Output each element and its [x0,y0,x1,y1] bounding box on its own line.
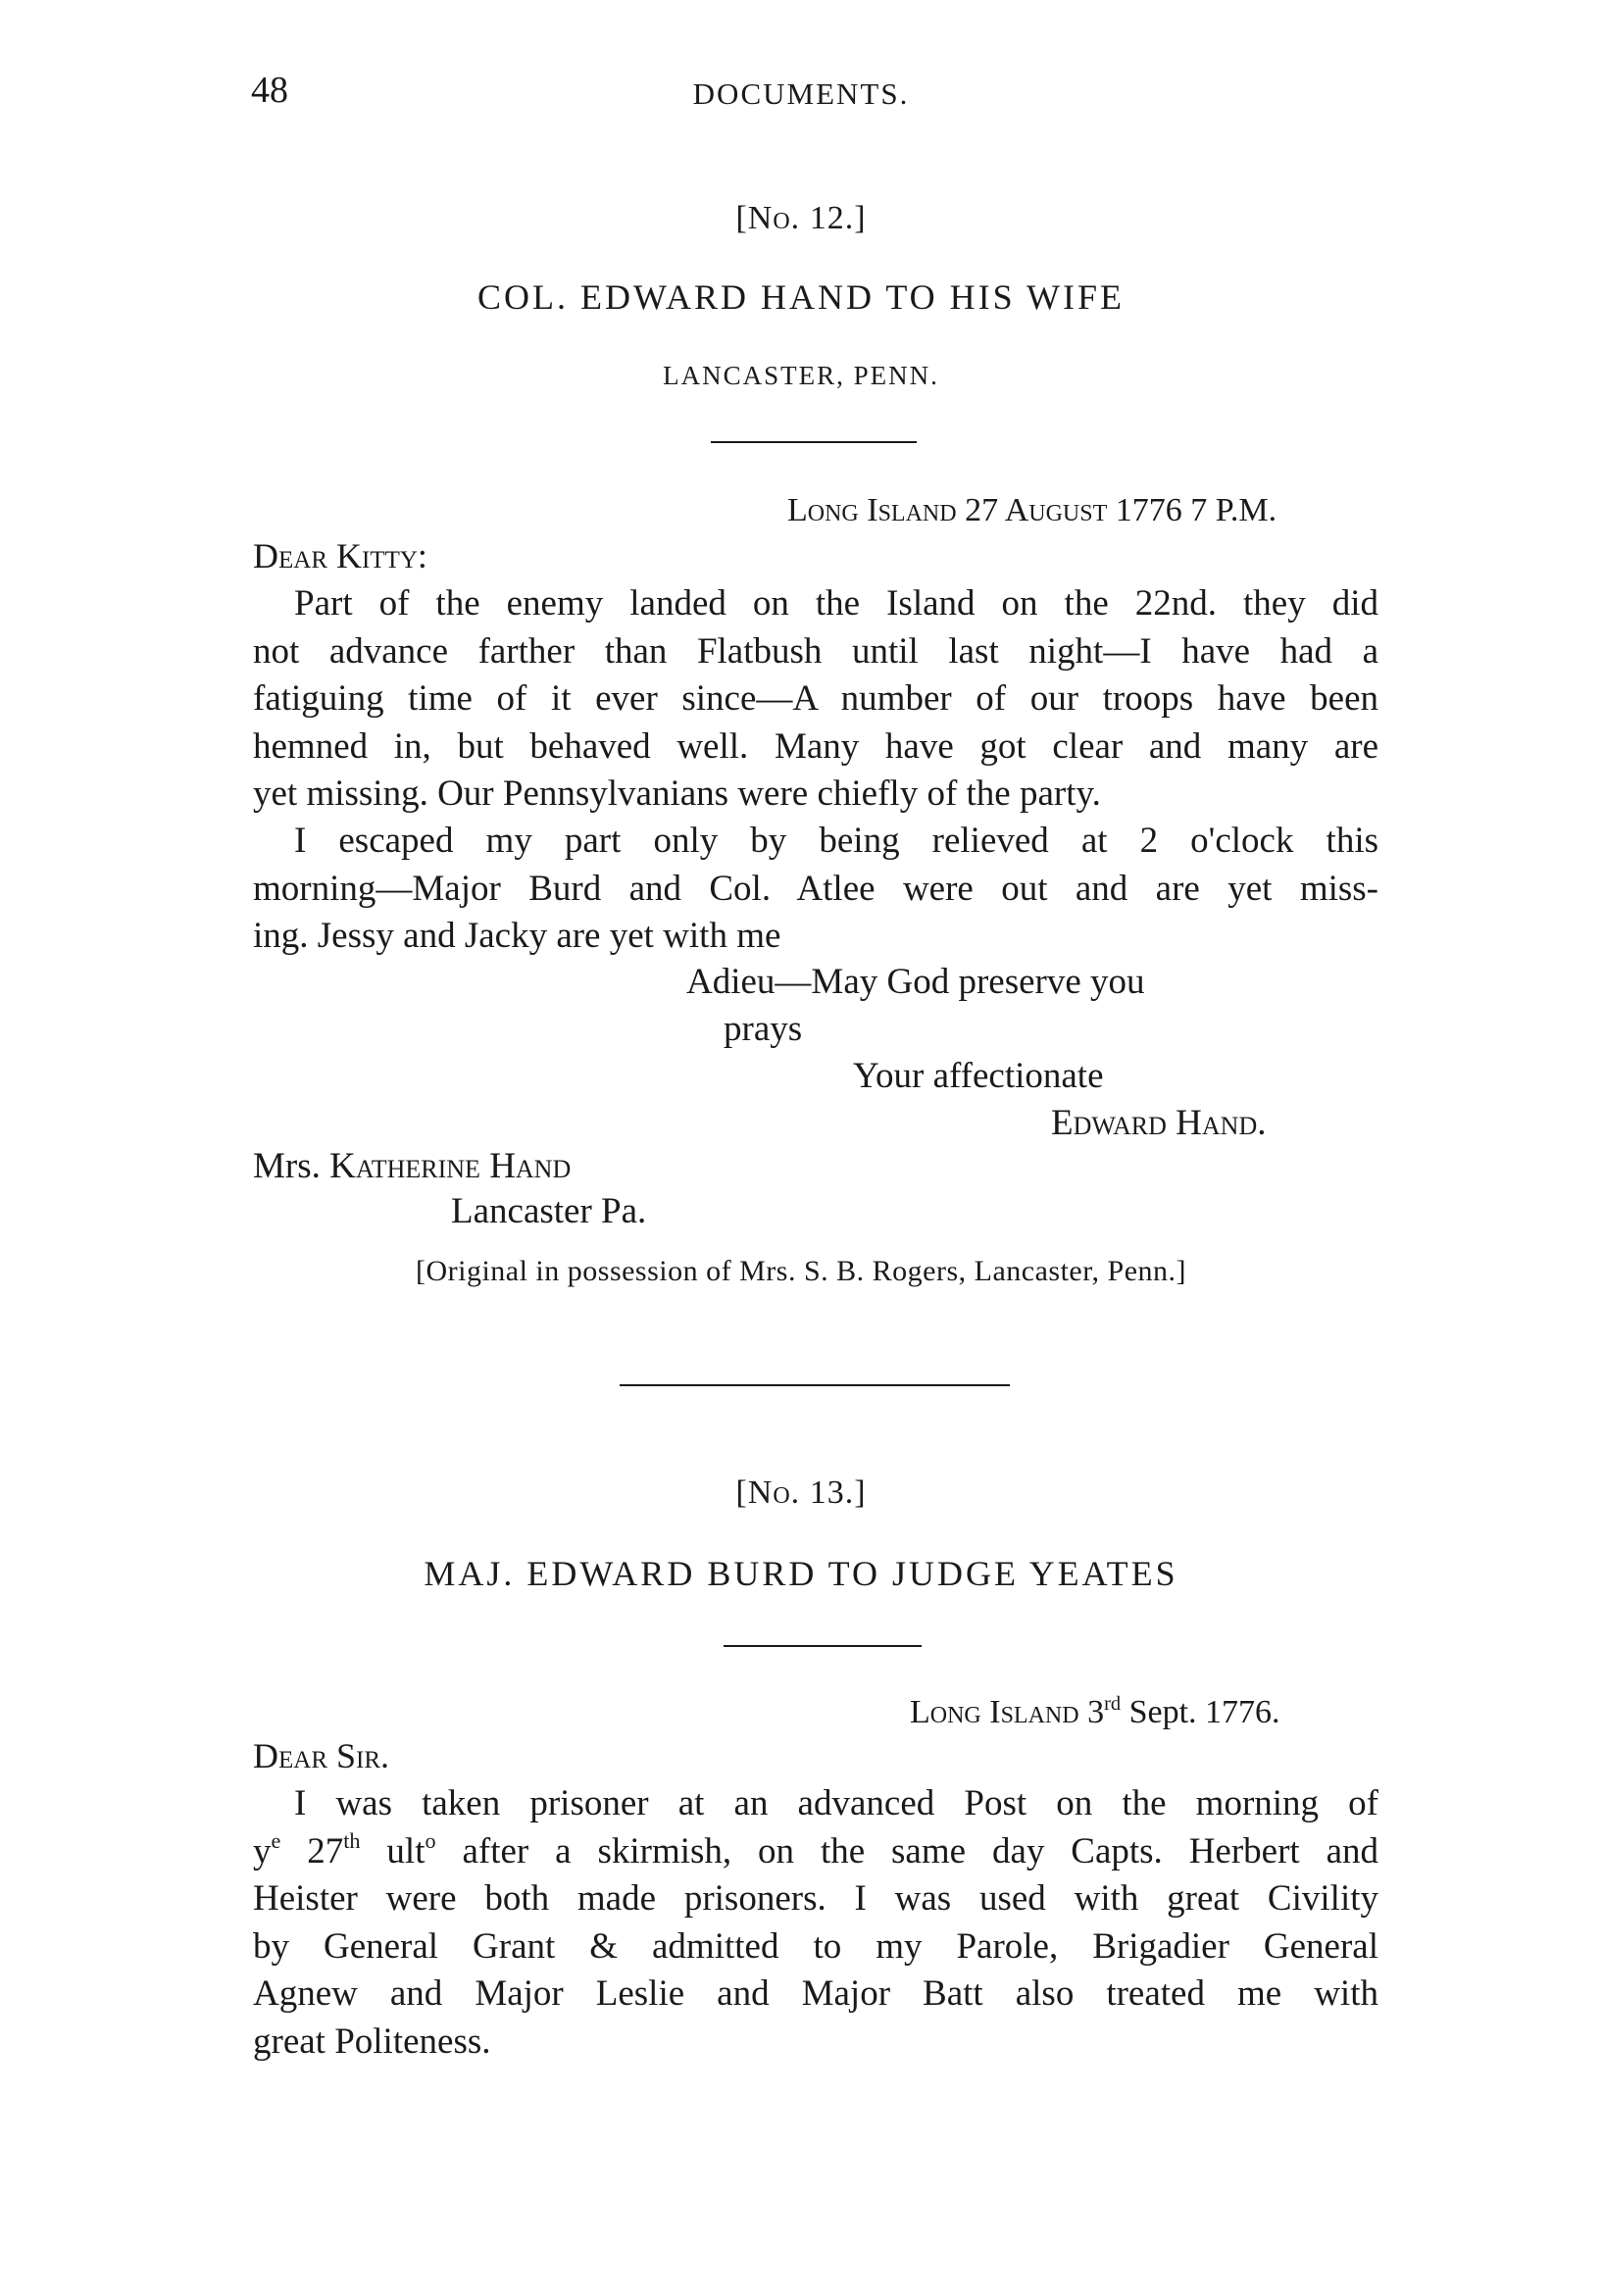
doc12-salutation: Dear Kitty: [253,536,427,575]
text-line: Agnew and Major Leslie and Major Batt also treated me with [253,1973,1378,2014]
doc12-address-name [253,1145,571,1187]
doc13-number: [No. 13.] [735,1474,867,1511]
text-line: $y^e$ 27th ult$^o$ after a skirmish, on the same day Capts. Herbert and [253,1828,1378,1872]
text-line: Heister were both made prisoners. I was used with great Civility [253,1878,1378,1919]
doc12-signature: Edward Hand. [1051,1103,1267,1143]
page-number: 48 [251,70,288,111]
address-name: Katherine Hand [329,1146,572,1186]
text-line: morning—Major Burd and Col. Atlee were out and are yet miss- [253,868,1378,909]
doc13-divider [724,1645,922,1647]
doc12-closing-affectionate: Your affectionate [853,1056,1104,1096]
section-divider [620,1384,1010,1386]
text-line: I was taken prisoner at an advanced Post on the morning of [294,1783,1378,1823]
doc12-provenance-note: [Original in possession of Mrs. S. B. Rogers, Lancaster, Penn.] [415,1255,1187,1287]
running-title: DOCUMENTS. [692,76,910,111]
doc12-paragraph-1 [253,580,1378,819]
text-line: not advance farther than Flatbush until last night—I have had a [253,630,1378,672]
text-line: I escaped my part only by being relieved at 2 o'clock this [294,821,1378,861]
text-line: yet missing. Our Pennsylvanians were chiefly of the party. [253,774,1101,814]
text-line: by General Grant & admitted to my Parole, Brigadier General [253,1925,1378,1967]
text-line: ing. Jessy and Jacky are yet with me [253,916,781,956]
doc12-address-place: Lancaster Pa. [451,1191,647,1231]
doc13-salutation: Dear Sir. [253,1736,390,1775]
doc12-number: [No. 12.] [735,200,867,236]
address-prefix: Mrs. [253,1146,321,1186]
doc13-paragraph-1 [253,1780,1378,2066]
doc13-place-date: Long Island 3rd Sept. 1776. [910,1692,1280,1730]
doc12-divider [711,441,917,443]
doc12-title: COL. EDWARD HAND TO HIS WIFE [477,277,1125,317]
text-line: Part of the enemy landed on the Island on the 22nd. they did [294,583,1378,624]
doc12-closing-prays: prays [724,1009,803,1049]
text-line: great Politeness. [253,2021,491,2062]
doc12-place-date: Long Island 27 August 1776 7 P.M. [787,492,1277,528]
doc12-closing-adieu: Adieu—May God preserve you [686,962,1145,1002]
doc13-title: MAJ. EDWARD BURD TO JUDGE YEATES [424,1554,1178,1593]
doc12-subtitle: LANCASTER, PENN. [663,361,939,390]
doc12-paragraph-2 [253,818,1378,961]
text-line: hemned in, but behaved well. Many have got clear and many are [253,725,1378,767]
text-line: fatiguing time of it ever since—A number of our troops have been [253,678,1378,719]
